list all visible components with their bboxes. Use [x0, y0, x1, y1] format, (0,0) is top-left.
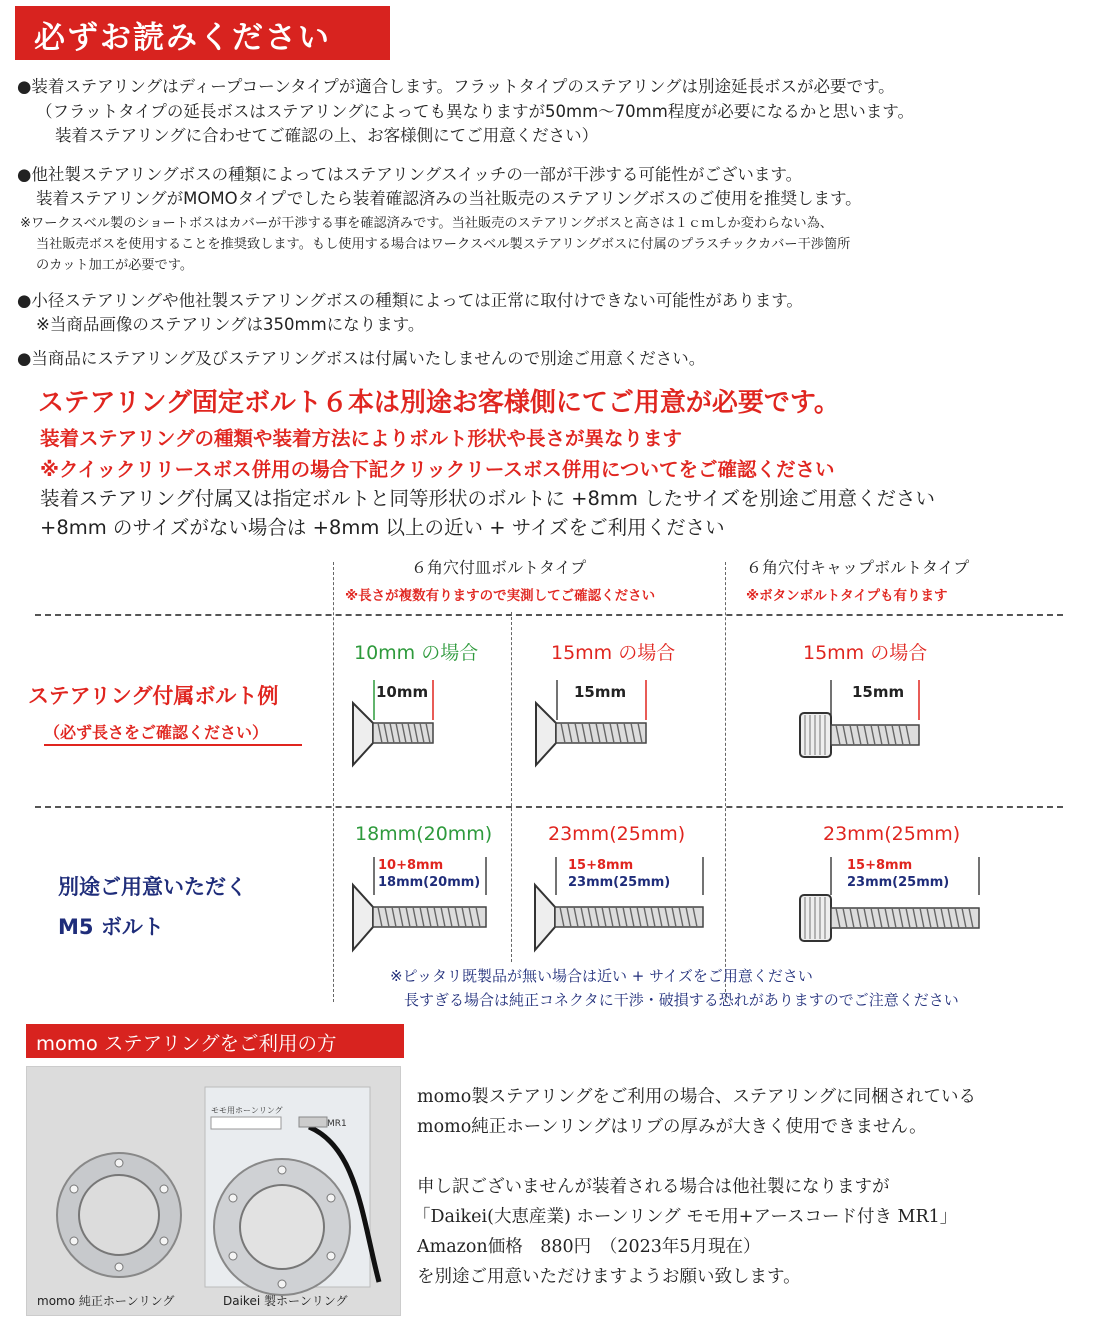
r2c3-dim-1: 15+8mm: [847, 858, 913, 873]
r2c1-dim-2: 18mm(20mm): [378, 875, 481, 890]
note-1: ●装着ステアリングはディープコーンタイプが適合します。フラットタイプのステアリングは別途延長ボスが必要です。: [17, 77, 895, 96]
package-code: MR1: [327, 1119, 347, 1129]
r2c2-dim-2: 23mm(25mm): [568, 875, 671, 890]
r1c1-caption: 10mm の場合: [354, 642, 479, 664]
note-3a: ※当商品画像のステアリングは350mmになります。: [36, 315, 425, 334]
bolt-line-4: +8mm のサイズがない場合は +8mm 以上の近い + サイズをご利用ください: [40, 516, 725, 539]
table-divider-right: [725, 562, 726, 1002]
bolt-line-3: 装着ステアリング付属又は指定ボルトと同等形状のボルトに +8mm したサイズを別途ご用意ください: [40, 487, 936, 510]
note-2d: のカット加工が必要です。: [36, 258, 194, 273]
col2-note: ※ボタンボルトタイプも有ります: [746, 588, 948, 604]
note-2: ●他社製ステアリングボスの種類によってはステアリングスイッチの一部が干渉する可能性がございます。: [17, 165, 803, 184]
bolt-headline: ステアリング固定ボルト６本は別途お客様側にてご用意が必要です。: [38, 388, 840, 418]
r2c2-dim-1: 15+8mm: [568, 858, 634, 873]
momo-text-1: momo製ステアリングをご利用の場合、ステアリングに同梱されている: [417, 1087, 976, 1107]
photo-label-left: momo 純正ホーンリング: [37, 1294, 175, 1308]
momo-text-3: 申し訳ございませんが装着される場合は他社製になりますが: [417, 1177, 890, 1197]
r1c1-dim: 10mm: [376, 683, 429, 701]
note-4: ●当商品にステアリング及びステアリングボスは付属いたしませんので別途ご用意ください。: [17, 349, 706, 368]
note-1a: （フラットタイプの延長ボスはステアリングによっても異なりますが50mm～70mm程度が必要になるかと思います。: [36, 102, 914, 121]
bolt-line-2: ※クイックリリースボス併用の場合下記クリックリースボス併用についてをご確認ください: [40, 458, 835, 481]
r2c3-dim-2: 23mm(25mm): [847, 875, 950, 890]
table-rule-top: [35, 614, 1063, 616]
r2c2-caption: 23mm(25mm): [548, 823, 686, 845]
r1c3-caption: 15mm の場合: [803, 642, 928, 664]
row2-label-1: 別途ご用意いただく: [58, 875, 247, 899]
bolt-line-1: 装着ステアリングの種類や装着方法によりボルト形状や長さが異なります: [40, 427, 682, 450]
row1-sublabel-underline: [44, 744, 302, 746]
note-1b: 装着ステアリングに合わせてご確認の上、お客様側にてご用意ください）: [55, 126, 599, 145]
table-footnote-1: ※ピッタリ既製品が無い場合は近い + サイズをご用意ください: [390, 967, 813, 985]
note-2a: 装着ステアリングがMOMOタイプでしたら装着確認済みの当社販売のステアリングボスのご使用を推奨します。: [36, 189, 862, 208]
momo-text-2: momo純正ホーンリングはリブの厚みが大きく使用できません。: [417, 1117, 927, 1137]
note-2b: ※ワークスベル製のショートボスはカバーが干渉する事を確認済みです。当社販売のステアリングボスと高さは１ｃｍしか変わらない為、: [20, 216, 833, 231]
row1-label: ステアリング付属ボルト例: [28, 684, 279, 708]
note-2c: 当社販売ボスを使用することを推奨致します。もし使用する場合はワークスベル製ステアリングボスに付属のプラスチックカバー干渉箇所: [36, 237, 851, 252]
photo-label-right: Daikei 製ホーンリング: [223, 1294, 348, 1308]
r2c1-caption: 18mm(20mm): [355, 823, 493, 845]
momo-banner-text: momo ステアリングをご利用の方: [36, 1032, 337, 1055]
r1c2-caption: 15mm の場合: [551, 642, 676, 664]
table-rule-mid: [35, 806, 1063, 808]
table-divider-left: [333, 562, 334, 1002]
col2-title: ６角穴付キャップボルトタイプ: [746, 558, 970, 577]
table-divider-mid: [511, 612, 512, 962]
row2-label-2: M5 ボルト: [58, 915, 164, 939]
r2c3-caption: 23mm(25mm): [823, 823, 961, 845]
momo-text-5: Amazon価格 880円 （2023年5月現在）: [417, 1237, 761, 1257]
page-title: 必ずお読みください: [34, 20, 331, 56]
r1c2-dim: 15mm: [574, 683, 627, 701]
momo-text-4: 「Daikei(大恵産業) ホーンリング モモ用+アースコード付き MR1」: [413, 1207, 958, 1227]
note-3: ●小径ステアリングや他社製ステアリングボスの種類によっては正常に取付けできない可能性があります。: [17, 291, 803, 310]
horn-ring-photo: [26, 1066, 401, 1316]
col1-note: ※長さが複数有りますので実測してご確認ください: [345, 588, 656, 604]
r2c1-dim-1: 10+8mm: [378, 858, 444, 873]
col1-title: ６角穴付皿ボルトタイプ: [411, 558, 587, 577]
r1c3-dim: 15mm: [852, 683, 905, 701]
package-label: モモ用ホーンリング: [211, 1106, 283, 1115]
row1-sublabel: （必ず長さをご確認ください）: [44, 723, 269, 742]
momo-text-6: を別途ご用意いただけますようお願い致します。: [417, 1267, 801, 1287]
table-footnote-2: 長すぎる場合は純正コネクタに干渉・破損する恐れがありますのでご注意ください: [404, 991, 959, 1009]
